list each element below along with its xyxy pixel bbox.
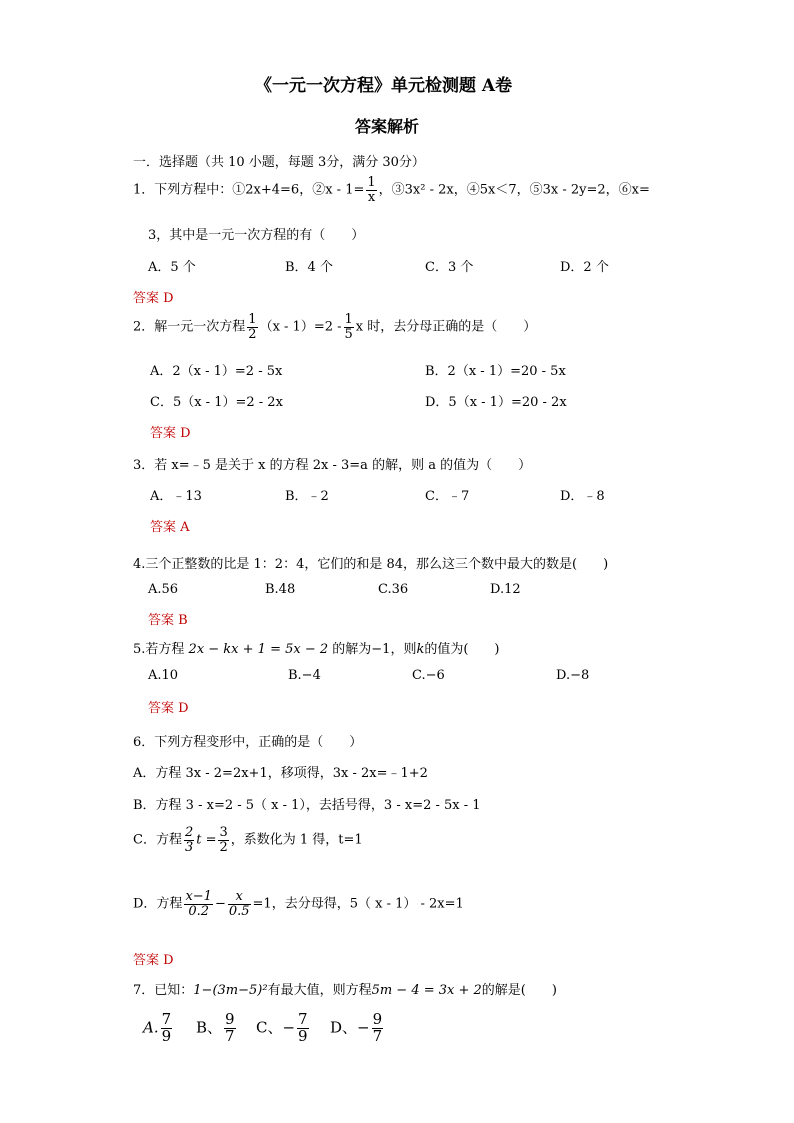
q5-text-mid2: ，则 bbox=[390, 642, 417, 657]
q7-d-den: 7 bbox=[372, 1026, 383, 1045]
q6-c-post: ，系数化为 1 得，t=1 bbox=[230, 832, 363, 848]
q7-equation: 5m − 4 = 3x + 2 bbox=[371, 983, 482, 998]
q6-option-b: B．方程 3 - x=2 - 5（ x - 1），去括号得，3 - x=2 - 5x - 1 bbox=[133, 798, 481, 813]
q6-c-pre: C．方程 bbox=[133, 832, 182, 848]
q5-option-d: D.−8 bbox=[556, 668, 590, 683]
q1-answer: 答案 D bbox=[133, 291, 174, 306]
q7-option-a bbox=[143, 1012, 174, 1045]
q7-text-post: 的解是( ) bbox=[481, 983, 557, 998]
q3-option-d: D．﹣8 bbox=[560, 489, 605, 504]
question-1 bbox=[133, 176, 650, 204]
q7-c-label: C、− bbox=[256, 1018, 296, 1037]
question-7 bbox=[133, 979, 557, 998]
q5-var-k: k bbox=[416, 642, 425, 657]
page-title: 《一元一次方程》单元检测题 A卷 bbox=[255, 76, 513, 96]
q2-option-b: B．2（x - 1）=20 - 5x bbox=[425, 364, 566, 379]
q7-b-den: 7 bbox=[225, 1026, 235, 1045]
q1-text-post: ，③3x² - 2x，④5x＜7，⑤3x - 2y=2，⑥x= bbox=[378, 182, 650, 198]
q7-d-label: D、− bbox=[330, 1018, 370, 1037]
q7-text-pre: 7．已知： bbox=[133, 983, 194, 998]
q1-frac-den: x bbox=[367, 189, 376, 205]
q6-d-frac1-den: 0.2 bbox=[188, 903, 210, 919]
q2-option-d: D．5（x - 1）=20 - 2x bbox=[425, 395, 567, 410]
q6-c-frac2-num: 3 bbox=[219, 825, 228, 840]
q6-d-fraction-1 bbox=[184, 890, 213, 918]
q3-option-a: A．﹣13 bbox=[150, 489, 202, 504]
q6-d-frac2-num: x bbox=[228, 890, 251, 905]
q2-option-a: A．2（x - 1）=2 - 5x bbox=[150, 364, 283, 379]
q6-d-eq: =1 bbox=[252, 896, 272, 912]
q6-c-frac1-num: 2 bbox=[184, 825, 194, 840]
q1-fraction bbox=[366, 176, 376, 204]
question-5 bbox=[133, 638, 500, 657]
q3-option-c: C．﹣7 bbox=[425, 489, 470, 504]
q1-line2: 3，其中是一元一次方程的有（ ） bbox=[148, 228, 365, 243]
q5-text-post: 的值为( ) bbox=[424, 642, 500, 657]
q3-answer: 答案 A bbox=[150, 520, 190, 535]
q2-fraction-2 bbox=[344, 313, 354, 341]
q2-fraction-1 bbox=[247, 313, 257, 341]
q7-b-label: B、 bbox=[196, 1018, 223, 1037]
q7-c-den: 9 bbox=[298, 1026, 308, 1045]
q7-d-num: 9 bbox=[372, 1010, 383, 1028]
q6-d-frac2-den: 0.5 bbox=[228, 903, 250, 919]
q2-answer: 答案 D bbox=[150, 426, 191, 441]
q2-frac1-den: 2 bbox=[248, 326, 257, 342]
q6-c-frac1-den: 3 bbox=[184, 839, 194, 855]
q1-option-b: B．4 个 bbox=[285, 260, 333, 275]
q4-option-c: C.36 bbox=[378, 582, 409, 597]
q5-answer: 答案 D bbox=[148, 701, 189, 716]
q5-value: −1 bbox=[371, 642, 391, 657]
q7-a-den: 9 bbox=[161, 1026, 172, 1045]
question-3: 3．若 x=﹣5 是关于 x 的方程 2x - 3=a 的解，则 a 的值为（ ） bbox=[133, 458, 532, 473]
q6-answer: 答案 D bbox=[133, 953, 174, 968]
q4-answer: 答案 B bbox=[148, 613, 188, 628]
q6-d-pre: D．方程 bbox=[133, 896, 183, 912]
q7-c-fraction bbox=[297, 1012, 309, 1045]
page-subtitle: 答案解析 bbox=[355, 117, 420, 136]
q7-a-num: 7 bbox=[161, 1010, 172, 1028]
q7-d-fraction bbox=[372, 1012, 384, 1045]
q5-text-pre: 5.若方程 bbox=[133, 642, 189, 657]
q6-c-fraction-2 bbox=[218, 826, 228, 854]
q7-text-mid: 有最大值，则方程 bbox=[267, 983, 372, 998]
q7-option-d bbox=[330, 1012, 385, 1045]
question-6: 6．下列方程变形中，正确的是（ ） bbox=[133, 735, 363, 750]
q4-option-b: B.48 bbox=[265, 582, 296, 597]
q2-text-mid: （x - 1）=2 - bbox=[259, 319, 342, 335]
q7-b-num: 9 bbox=[225, 1010, 235, 1028]
q2-text-post: x 时，去分母正确的是（ ） bbox=[355, 319, 537, 335]
q6-option-c bbox=[133, 826, 363, 854]
q1-text-pre: 1．下列方程中：①2x+4=6，②x - 1= bbox=[133, 182, 365, 198]
q1-option-c: C．3 个 bbox=[425, 260, 474, 275]
q7-b-fraction bbox=[224, 1012, 236, 1045]
q1-option-a: A．5 个 bbox=[148, 260, 196, 275]
q4-option-a: A.56 bbox=[148, 582, 179, 597]
q7-a-fraction bbox=[161, 1012, 173, 1045]
q4-option-d: D.12 bbox=[490, 582, 521, 597]
q2-frac1-num: 1 bbox=[248, 312, 257, 327]
q2-frac2-num: 1 bbox=[344, 312, 353, 327]
q5-option-c: C.−6 bbox=[412, 668, 445, 683]
q6-option-a: A．方程 3x - 2=2x+1，移项得，3x - 2x=﹣1+2 bbox=[133, 766, 428, 781]
question-2 bbox=[133, 313, 536, 341]
q6-d-frac1-num: x−1 bbox=[185, 889, 212, 904]
q6-d-post: ，去分母得，5（ x - 1） - 2x=1 bbox=[271, 896, 464, 912]
q6-c-frac2-den: 2 bbox=[219, 839, 228, 855]
q5-option-a: A.10 bbox=[148, 668, 179, 683]
q7-c-num: 7 bbox=[298, 1010, 308, 1028]
q5-option-b: B.−4 bbox=[288, 668, 321, 683]
q3-option-b: B．﹣2 bbox=[285, 489, 329, 504]
q5-equation: 2x − kx + 1 = 5x − 2 bbox=[188, 642, 329, 657]
q7-option-b bbox=[196, 1012, 238, 1045]
q6-d-fraction-2 bbox=[228, 890, 251, 918]
question-4: 4.三个正整数的比是 1：2：4，它们的和是 84，那么这三个数中最大的数是( ) bbox=[133, 557, 609, 572]
q7-a-label: A. bbox=[143, 1018, 159, 1037]
q2-text-pre: 2．解一元一次方程 bbox=[133, 319, 246, 335]
q1-option-d: D．2 个 bbox=[560, 260, 609, 275]
q5-text-mid: 的解为 bbox=[328, 642, 372, 657]
q7-expression: 1−(3m−5)² bbox=[193, 983, 268, 998]
q2-option-c: C．5（x - 1）=2 - 2x bbox=[150, 395, 283, 410]
q6-c-t: t = bbox=[196, 832, 217, 848]
q6-d-minus: − bbox=[214, 896, 226, 912]
q6-option-d bbox=[133, 890, 464, 918]
section-header: 一．选择题（共 10 小题，每题 3分，满分 30分） bbox=[133, 155, 425, 170]
q2-frac2-den: 5 bbox=[344, 326, 353, 342]
q1-frac-num: 1 bbox=[367, 175, 376, 190]
q7-option-c bbox=[256, 1012, 311, 1045]
q6-c-fraction-1 bbox=[184, 826, 194, 854]
